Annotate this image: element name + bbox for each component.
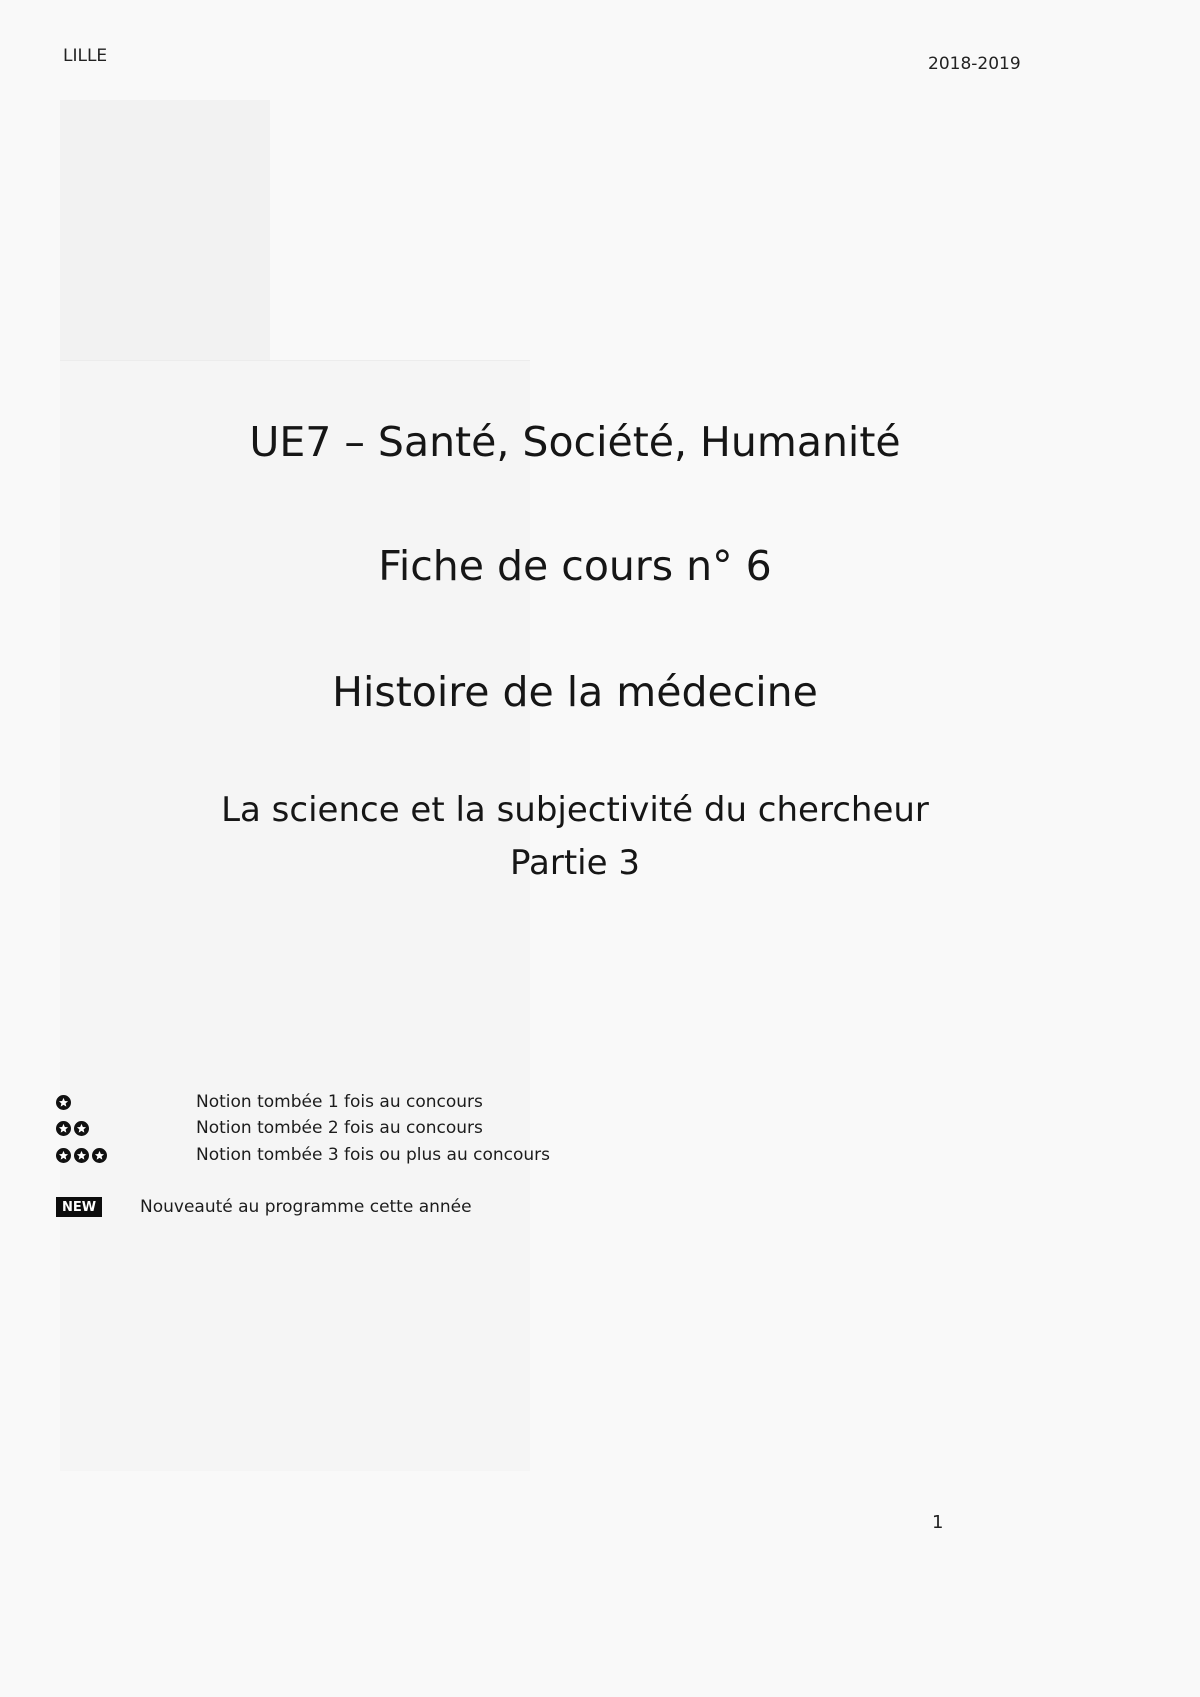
subject-title: Histoire de la médecine	[332, 668, 818, 716]
page-number: 1	[932, 1512, 944, 1533]
header-city: LILLE	[63, 46, 108, 66]
legend-text: Notion tombée 1 fois au concours	[196, 1092, 483, 1112]
star-icon	[56, 1148, 71, 1163]
star-icon	[56, 1121, 71, 1136]
star-rating-3	[56, 1148, 140, 1163]
legend-text: Notion tombée 2 fois au concours	[196, 1118, 483, 1138]
course-title: UE7 – Santé, Société, Humanité	[249, 418, 901, 466]
star-icon	[56, 1095, 71, 1110]
legend-text: Nouveauté au programme cette année	[140, 1197, 472, 1217]
legend-row-1	[56, 1090, 483, 1114]
header-year: 2018-2019	[928, 54, 1021, 74]
topic-title: La science et la subjectivité du chercheur	[221, 790, 929, 830]
sheet-title: Fiche de cours n° 6	[378, 542, 772, 590]
part-title: Partie 3	[510, 843, 640, 883]
legend-row-3	[56, 1143, 550, 1167]
show-through-block	[60, 360, 530, 1471]
new-badge-icon: NEW	[56, 1197, 102, 1217]
star-rating-1	[56, 1095, 140, 1110]
star-icon	[92, 1148, 107, 1163]
star-rating-2	[56, 1121, 140, 1136]
legend-row-new	[56, 1195, 472, 1219]
star-icon	[74, 1148, 89, 1163]
star-icon	[74, 1121, 89, 1136]
legend-row-2	[56, 1116, 483, 1140]
legend-text: Notion tombée 3 fois ou plus au concours	[196, 1145, 551, 1165]
